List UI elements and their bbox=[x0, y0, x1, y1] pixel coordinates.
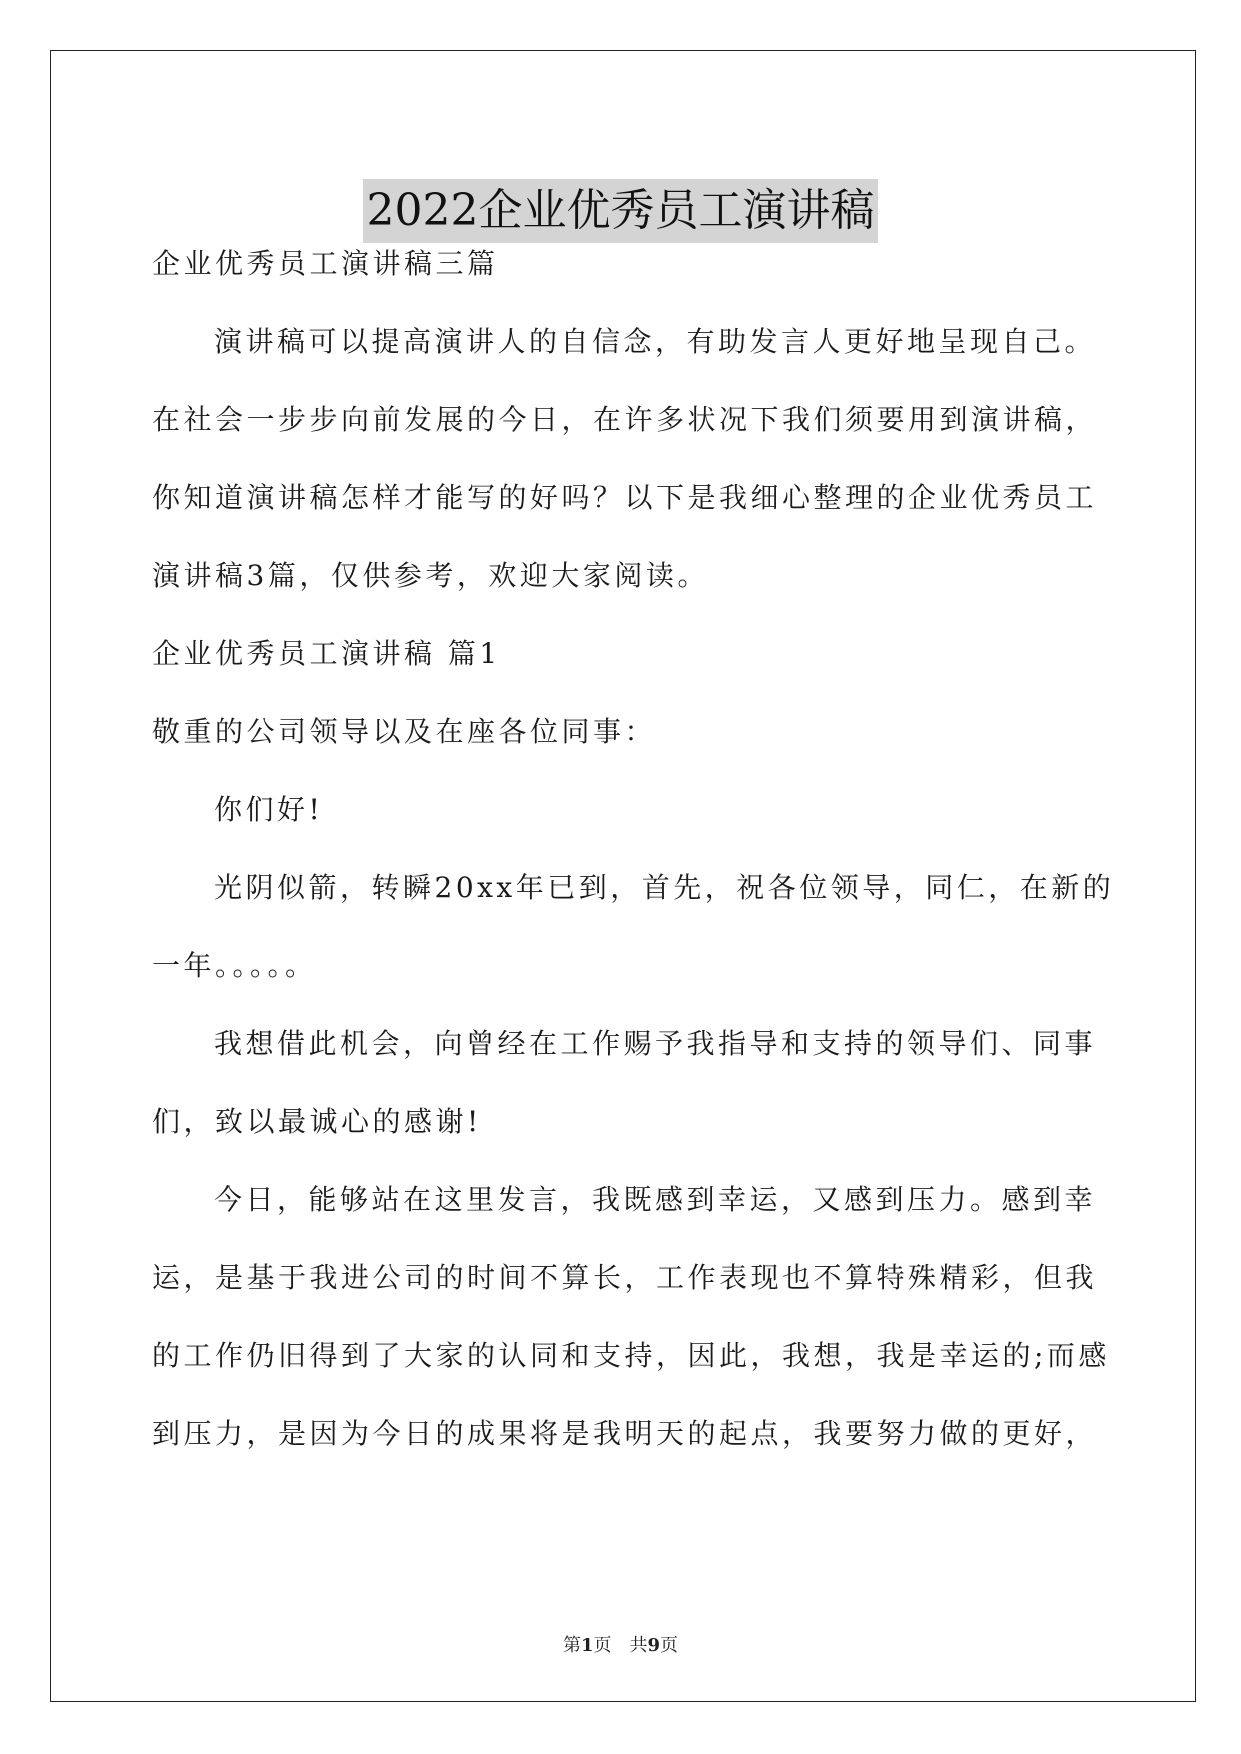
body-line: 一年。。。。。 bbox=[152, 949, 317, 982]
total-prefix: 共 bbox=[629, 1635, 648, 1656]
page-prefix: 第 bbox=[562, 1635, 581, 1656]
total-suffix: 页 bbox=[660, 1635, 679, 1656]
body-line: 我想借此机会，向曾经在工作赐予我指导和支持的领导们、同事 bbox=[214, 1027, 1097, 1060]
body-line: 在社会一步步向前发展的今日，在许多状况下我们须要用到演讲稿， bbox=[152, 403, 1098, 436]
body-line: 光阴似箭，转瞬20xx年已到，首先，祝各位领导，同仁，在新的 bbox=[214, 871, 1115, 904]
body-line: 你们好! bbox=[214, 793, 324, 826]
body-line: 到压力，是因为今日的成果将是我明天的起点，我要努力做的更好， bbox=[152, 1417, 1098, 1450]
total-pages-number: 9 bbox=[647, 1635, 661, 1656]
body-line: 演讲稿3篇，仅供参考，欢迎大家阅读。 bbox=[152, 559, 709, 592]
page-footer bbox=[0, 1631, 1241, 1657]
body-line: 的工作仍旧得到了大家的认同和支持，因此，我想，我是幸运的;而感 bbox=[152, 1339, 1110, 1372]
body-line: 你知道演讲稿怎样才能写的好吗？以下是我细心整理的企业优秀员工 bbox=[152, 481, 1098, 514]
current-page-number: 1 bbox=[580, 1635, 594, 1656]
body-line: 敬重的公司领导以及在座各位同事： bbox=[152, 715, 657, 748]
body-line: 演讲稿可以提高演讲人的自信念，有助发言人更好地呈现自己。 bbox=[214, 325, 1097, 358]
body-line: 们，致以最诚心的感谢! bbox=[152, 1105, 482, 1138]
body-line: 企业优秀员工演讲稿三篇 bbox=[152, 247, 499, 280]
document-title: 2022企业优秀员工演讲稿 bbox=[363, 179, 879, 243]
page-suffix: 页 bbox=[593, 1635, 612, 1656]
body-line: 运，是基于我进公司的时间不算长，工作表现也不算特殊精彩，但我 bbox=[152, 1261, 1098, 1294]
body-line: 企业优秀员工演讲稿 篇1 bbox=[152, 637, 501, 670]
document-body bbox=[152, 225, 1115, 1473]
body-line: 今日，能够站在这里发言，我既感到幸运，又感到压力。感到幸 bbox=[214, 1183, 1097, 1216]
